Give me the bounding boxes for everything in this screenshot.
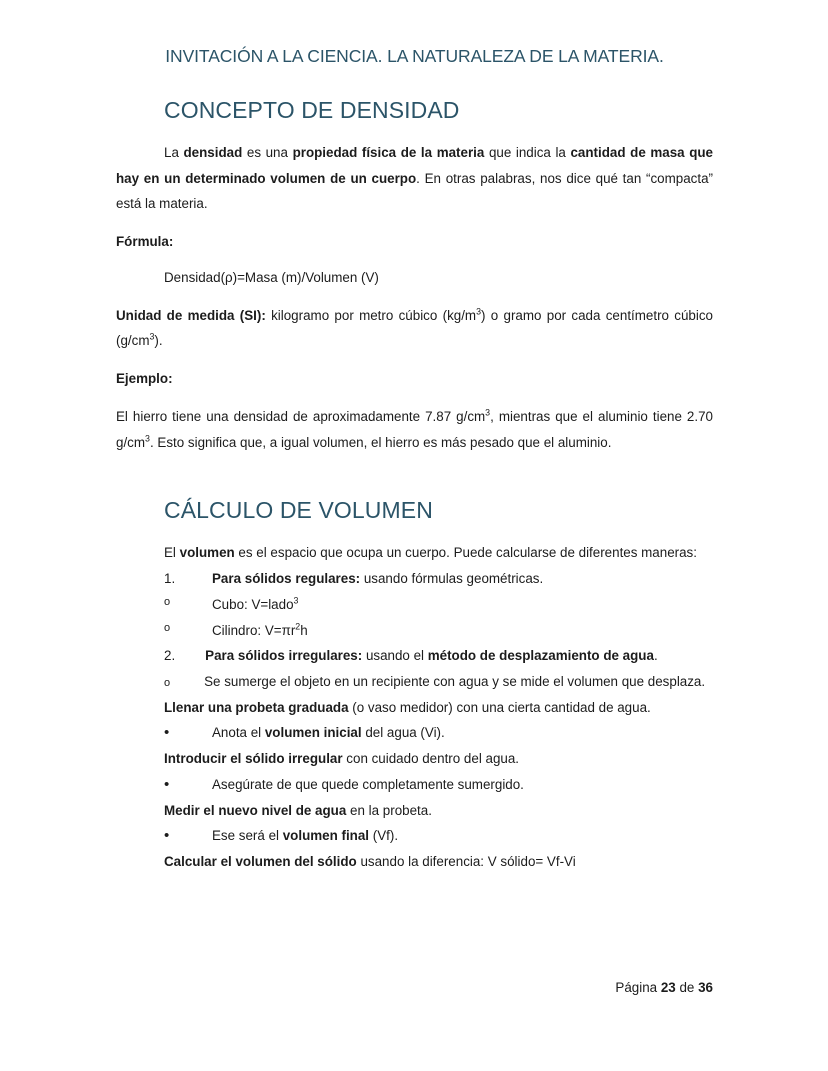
step-bold-label: volumen inicial — [264, 725, 362, 741]
text-segment: es una — [242, 145, 293, 160]
text-segment: ) o gramo por cada centímetro cúbico (g/cm — [116, 307, 713, 349]
list-marker-number: 1. — [164, 571, 176, 587]
list-item — [116, 720, 713, 746]
superscript-exponent: 3 — [293, 595, 299, 606]
list-item-text: Cubo: V=lado — [212, 596, 294, 612]
text-segment: que indica la — [484, 145, 571, 160]
list-item-text: usando el — [362, 648, 428, 664]
list-item — [116, 746, 713, 772]
list-marker-circle-icon: o — [164, 677, 171, 690]
superscript-exponent: 3 — [476, 306, 482, 317]
page-footer — [116, 980, 713, 995]
text-segment: La — [164, 145, 184, 160]
superscript-exponent: 2 — [295, 621, 301, 632]
superscript-exponent: 3 — [149, 331, 155, 342]
text-segment: El hierro tiene una densidad de aproximadamente 7.87 g/cm — [116, 408, 486, 424]
text-segment: El — [164, 545, 180, 561]
footer-total-pages: 36 — [698, 980, 713, 995]
label-formula — [116, 229, 713, 255]
list-marker-bullet-icon: • — [164, 775, 170, 793]
footer-current-page: 23 — [660, 980, 676, 995]
list-item-bold-label: Para sólidos irregulares: — [205, 648, 363, 664]
list-item — [116, 643, 713, 669]
list-item-text: Se sumerge el objeto en un recipiente con agua y se mide el volumen que desplaza. — [204, 674, 706, 690]
unidad-label-text: Unidad de medida (SI): — [116, 307, 266, 323]
text-bold-cantidad-masa: cantidad de masa que hay en un determinado volumen de un cuerpo — [116, 145, 714, 186]
list-item — [116, 618, 713, 644]
ejemplo-label-text: Ejemplo: — [116, 371, 173, 387]
text-segment: . Esto significa que, a igual volumen, el hierro es más pesado que el aluminio. — [149, 434, 612, 450]
section-heading-calculo-de-volumen: CÁLCULO DE VOLUMEN — [164, 497, 433, 524]
text-bold-densidad: densidad — [183, 145, 243, 160]
list-item-bold-method: método de desplazamiento de agua — [427, 648, 654, 664]
document-content — [116, 0, 713, 875]
superscript-exponent: 3 — [145, 433, 150, 444]
paragraph-volumen-definition — [116, 540, 713, 566]
step-text: (Vf). — [369, 828, 399, 844]
formula-label-text: Fórmula: — [116, 234, 174, 250]
footer-middle: de — [675, 980, 699, 995]
list-item — [116, 669, 713, 695]
step-text: usando la diferencia: V sólido= Vf-Vi — [356, 854, 576, 870]
text-segment: es el espacio que ocupa un cuerpo. Puede calcularse de diferentes maneras: — [234, 545, 697, 561]
list-marker-circle-icon: o — [164, 595, 171, 608]
formula-density-expression: Densidad(ρ)=Masa (m)/Volumen (V) — [164, 269, 379, 285]
step-text-pre: Anota el — [212, 725, 265, 741]
step-text: del agua (Vi). — [361, 725, 445, 741]
step-text: (o vaso medidor) con una cierta cantidad de agua. — [348, 699, 651, 715]
section-heading-concepto-de-densidad: CONCEPTO DE DENSIDAD — [164, 97, 460, 123]
list-item — [116, 823, 713, 849]
step-text-pre: Ese será el — [212, 828, 283, 844]
footer-prefix: Página — [615, 980, 661, 995]
label-ejemplo — [116, 366, 713, 392]
step-text: en la probeta. — [346, 802, 432, 818]
text-bold-volumen: volumen — [179, 545, 235, 561]
step-bold-label: volumen final — [282, 828, 370, 844]
step-bold-label: Introducir el sólido irregular — [164, 751, 343, 767]
paragraph-ejemplo-hierro-aluminio — [116, 404, 713, 455]
list-marker-bullet-icon: • — [164, 827, 170, 845]
step-bold-label: Calcular el volumen del sólido — [164, 854, 357, 870]
step-bold-label: Medir el nuevo nivel de agua — [164, 802, 347, 818]
list-item-text-tail: h — [300, 622, 308, 638]
list-marker-bullet-icon: • — [164, 724, 170, 742]
step-bold-label: Llenar una probeta graduada — [164, 699, 349, 715]
list-item-bold-label: Para sólidos regulares: — [212, 571, 361, 587]
text-segment: . En otras palabras, nos dice qué tan “compacta” está la materia. — [116, 170, 713, 212]
text-segment: , mientras que el aluminio tiene 2.70 g/cm — [116, 408, 713, 450]
list-item — [116, 849, 713, 875]
list-marker-circle-icon: o — [164, 621, 171, 634]
superscript-exponent: 3 — [485, 407, 491, 418]
paragraph-densidad-definition — [116, 140, 713, 217]
list-marker-number: 2. — [164, 648, 176, 664]
list-item — [116, 772, 713, 798]
step-text-pre: Asegúrate de que quede completamente sumergido. — [212, 776, 524, 792]
list-item-text: Cilindro: V=πr — [212, 622, 296, 638]
document-running-header: INVITACIÓN A LA CIENCIA. LA NATURALEZA DE LA MATERIA. — [165, 46, 664, 66]
text-segment: kilogramo por metro cúbico (kg/m — [265, 307, 477, 323]
list-item — [116, 798, 713, 824]
list-item — [116, 566, 713, 592]
list-item — [116, 695, 713, 721]
list-item-text: usando fórmulas geométricas. — [360, 571, 544, 587]
list-item — [116, 592, 713, 618]
paragraph-unidad-de-medida — [116, 303, 713, 354]
text-segment: ). — [154, 333, 163, 349]
list-item-text-tail: . — [653, 648, 658, 664]
text-bold-propiedad-fisica: propiedad física de la materia — [292, 145, 485, 160]
step-text: con cuidado dentro del agua. — [342, 751, 520, 767]
